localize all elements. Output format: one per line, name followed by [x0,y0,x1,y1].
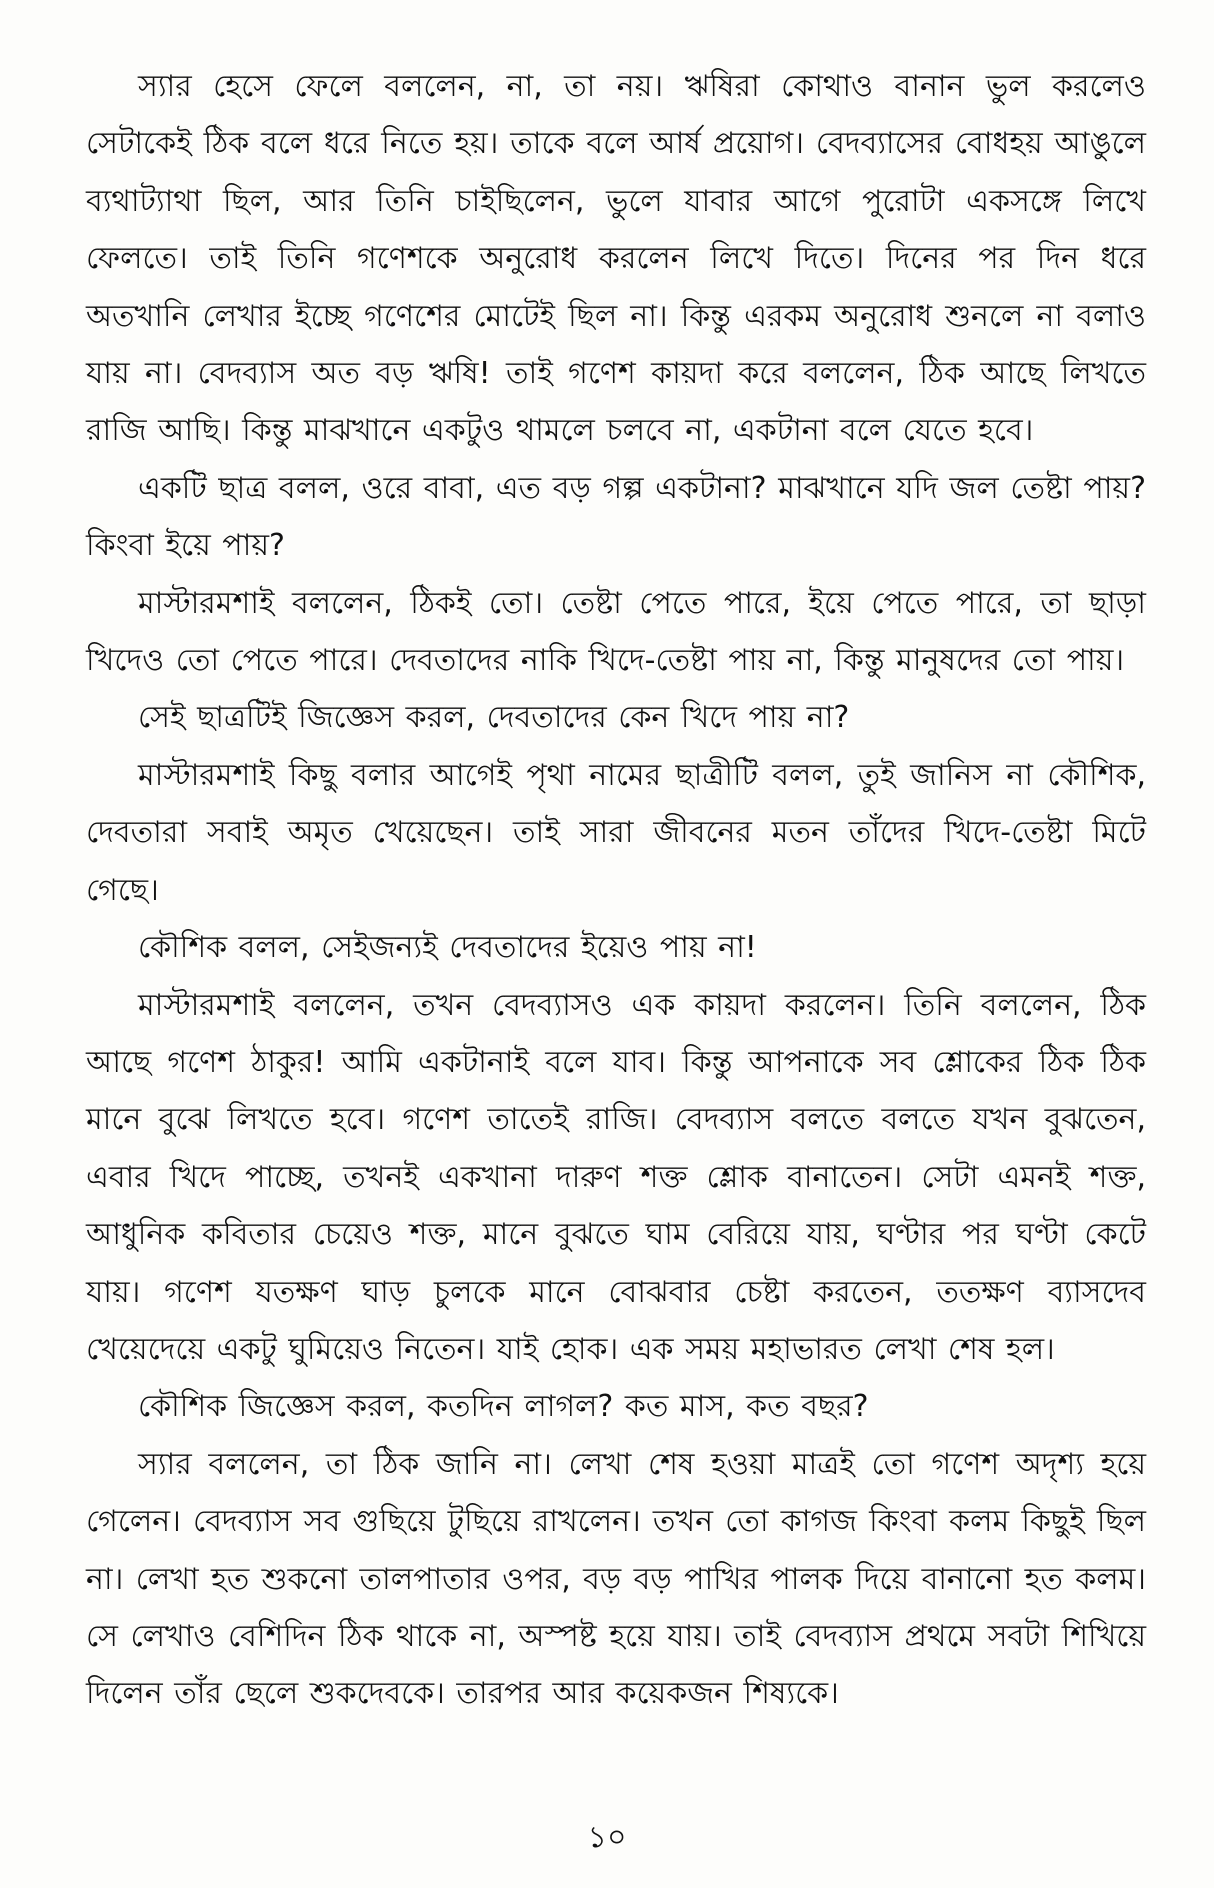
paragraph: কৌশিক জিজ্ঞেস করল, কতদিন লাগল? কত মাস, কত বছর? [138,1389,869,1425]
paragraph: সেই ছাত্রটিই জিজ্ঞেস করল, দেবতাদের কেন খিদে পায় না? [138,700,850,736]
paragraph: স্যার হেসে ফেলে বললেন, না, তা নয়। ঋষিরা কোথাও বানান ভুল করলেও সেটাকেই ঠিক বলে ধরে নিতে হয়। তাকে বলে আর্ষ প্রয়োগ। বেদব্যাসের বোধহয় আঙুলে ব্যথাট্যাথা ছিল, আর তিনি চাইছিলেন, ভুলে যাবার আগে পুরোটা একসঙ্গে লিখে ফেলতে। তাই তিনি গণেশকে অনুরোধ করলেন লিখে দিতে। দিনের পর দিন ধরে অতখানি লেখার ইচ্ছে গণেশের মোটেই ছিল না। কিন্তু এরকম অনুরোধ শুনলে না বলাও যায় না। বেদব্যাস অত বড় ঋষি! তাই গণেশ কায়দা করে বললেন, ঠিক আছে লিখতে রাজি আছি। কিন্তু মাঝখানে একটুও থামলে চলবে না, একটানা বলে যেতে হবে। [86,69,1146,449]
paragraph: স্যার বললেন, তা ঠিক জানি না। লেখা শেষ হওয়া মাত্রই তো গণেশ অদৃশ্য হয়ে গেলেন। বেদব্যাস সব গুছিয়ে টুছিয়ে রাখলেন। তখন তো কাগজ কিংবা কলম কিছুই ছিল না। লেখা হত শুকনো তালপাতার ওপর, বড় বড় পাখির পালক দিয়ে বানানো হত কলম। সে লেখাও বেশিদিন ঠিক থাকে না, অস্পষ্ট হয়ে যায়। তাই বেদব্যাস প্রথমে সবটা শিখিয়ে দিলেন তাঁর ছেলে শুকদেবকে। তারপর আর কয়েকজন শিষ্যকে। [86,1446,1146,1712]
page-number: ১০ [587,1820,627,1855]
body-text [86,58,1146,1723]
paragraph: মাস্টারমশাই বললেন, তখন বেদব্যাসও এক কায়দা করলেন। তিনি বললেন, ঠিক আছে গণেশ ঠাকুর! আমি একটানাই বলে যাব। কিন্তু আপনাকে সব শ্লোকের ঠিক ঠিক মানে বুঝে লিখতে হবে। গণেশ তাতেই রাজি। বেদব্যাস বলতে বলতে যখন বুঝতেন, এবার খিদে পাচ্ছে, তখনই একখানা দারুণ শক্ত শ্লোক বানাতেন। সেটা এমনই শক্ত, আধুনিক কবিতার চেয়েও শক্ত, মানে বুঝতে ঘাম বেরিয়ে যায়, ঘণ্টার পর ঘণ্টা কেটে যায়। গণেশ যতক্ষণ ঘাড় চুলকে মানে বোঝবার চেষ্টা করতেন, ততক্ষণ ব্যাসদেব খেয়েদেয়ে একটু ঘুমিয়েও নিতেন। যাই হোক। এক সময় মহাভারত লেখা শেষ হল। [86,987,1146,1367]
paragraph: মাস্টারমশাই কিছু বলার আগেই পৃথা নামের ছাত্রীটি বলল, তুই জানিস না কৌশিক, দেবতারা সবাই অমৃত খেয়েছেন। তাই সারা জীবনের মতন তাঁদের খিদে-তেষ্টা মিটে গেছে। [86,757,1146,908]
paragraph: মাস্টারমশাই বললেন, ঠিকই তো। তেষ্টা পেতে পারে, ইয়ে পেতে পারে, তা ছাড়া খিদেও তো পেতে পারে। দেবতাদের নাকি খিদে-তেষ্টা পায় না, কিন্তু মানুষদের তো পায়। [86,585,1146,679]
paragraph: একটি ছাত্র বলল, ওরে বাবা, এত বড় গল্প একটানা? মাঝখানে যদি জল তেষ্টা পায়? কিংবা ইয়ে পায়? [86,470,1146,564]
paragraph: কৌশিক বলল, সেইজন্যই দেবতাদের ইয়েও পায় না! [138,930,757,966]
